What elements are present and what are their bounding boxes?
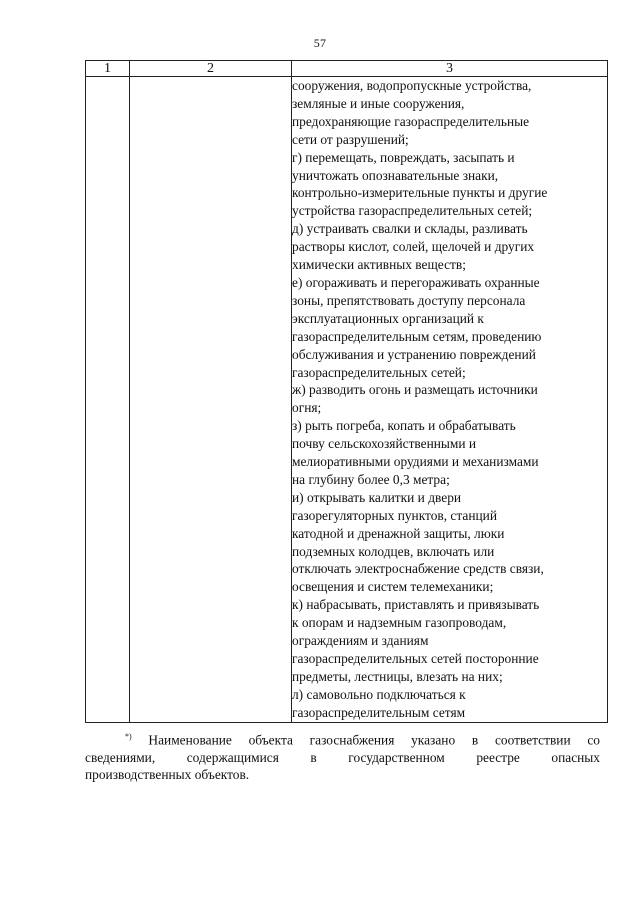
text-line: мелиоративными орудиями и механизмами — [292, 454, 539, 470]
footnote-line-1 — [85, 728, 600, 749]
text-line: предметы, лестницы, влезать на них; — [292, 668, 503, 684]
text-line: ограждениям и зданиям — [292, 633, 429, 649]
text-line: е) огораживать и перегораживать охранные — [292, 274, 540, 290]
text-line: контрольно-измерительные пункты и другие — [292, 185, 548, 201]
footnote-line-2: сведениями, содержащимися в государственном реестре опасных — [85, 749, 600, 765]
text-line: освещения и систем телемеханики; — [292, 579, 494, 595]
text-line: д) устраивать свалки и склады, разливать — [292, 221, 528, 237]
text-line: растворы кислот, солей, щелочей и других — [292, 239, 535, 255]
text-line: почву сельскохозяйственными и — [292, 436, 477, 452]
text-line: обслуживания и устранению повреждений — [292, 346, 536, 362]
cell-col-3 — [292, 77, 608, 723]
footnote — [85, 728, 600, 784]
text-line: газораспределительных сетей; — [292, 364, 466, 380]
cell-col-2 — [130, 77, 292, 723]
text-line: устройства газораспределительных сетей; — [292, 203, 533, 219]
text-line: газораспределительных сетей посторонние — [292, 651, 539, 666]
text-line: сооружения, водопропускные устройства, — [292, 78, 532, 93]
text-line: отключать электроснабжение средств связи, — [292, 561, 544, 577]
text-line: к) набрасывать, приставлять и привязывать — [292, 597, 540, 613]
text-line: сети от разрушений; — [292, 131, 409, 147]
footnote-line-3: производственных объектов. — [85, 767, 250, 783]
text-line: газораспределительным сетям, проведению — [292, 328, 542, 344]
footnote-text-1: Наименование объекта газоснабжения указано в соответствии со — [148, 732, 600, 748]
text-line: л) самовольно подключаться к — [292, 686, 466, 702]
text-line: земляные и иные сооружения, — [292, 95, 465, 111]
text-line: к опорам и надземным газопроводам, — [292, 615, 507, 631]
text-line: г) перемещать, повреждать, засыпать и — [292, 149, 515, 165]
text-line: катодной и дренажной защиты, люки — [292, 525, 505, 541]
column-header-1: 1 — [86, 61, 130, 77]
text-line: ж) разводить огонь и размещать источники — [292, 382, 538, 398]
text-line: эксплуатационных организаций к — [292, 310, 484, 326]
text-line: зоны, препятствовать доступу персонала — [292, 292, 526, 308]
footnote-marker: *) — [125, 732, 132, 741]
column-header-3: 3 — [292, 61, 608, 77]
column-header-2: 2 — [130, 61, 292, 77]
text-line: з) рыть погреба, копать и обрабатывать — [292, 418, 516, 434]
text-line: химически активных веществ; — [292, 257, 466, 273]
page-number: 57 — [313, 36, 327, 50]
table-header-row — [86, 61, 608, 77]
text-line: предохраняющие газораспределительные — [292, 113, 530, 129]
text-line: подземных колодцев, включать или — [292, 543, 495, 559]
text-line: газораспределительным сетям — [292, 704, 466, 720]
table-row — [86, 77, 608, 723]
text-line: газорегуляторных пунктов, станций — [292, 507, 498, 523]
cell-col-1 — [86, 77, 130, 723]
text-line: уничтожать опознавательные знаки, — [292, 167, 499, 183]
document-table — [85, 60, 608, 723]
text-line: на глубину более 0,3 метра; — [292, 471, 450, 487]
text-line: и) открывать калитки и двери — [292, 489, 462, 505]
text-line: огня; — [292, 400, 322, 416]
